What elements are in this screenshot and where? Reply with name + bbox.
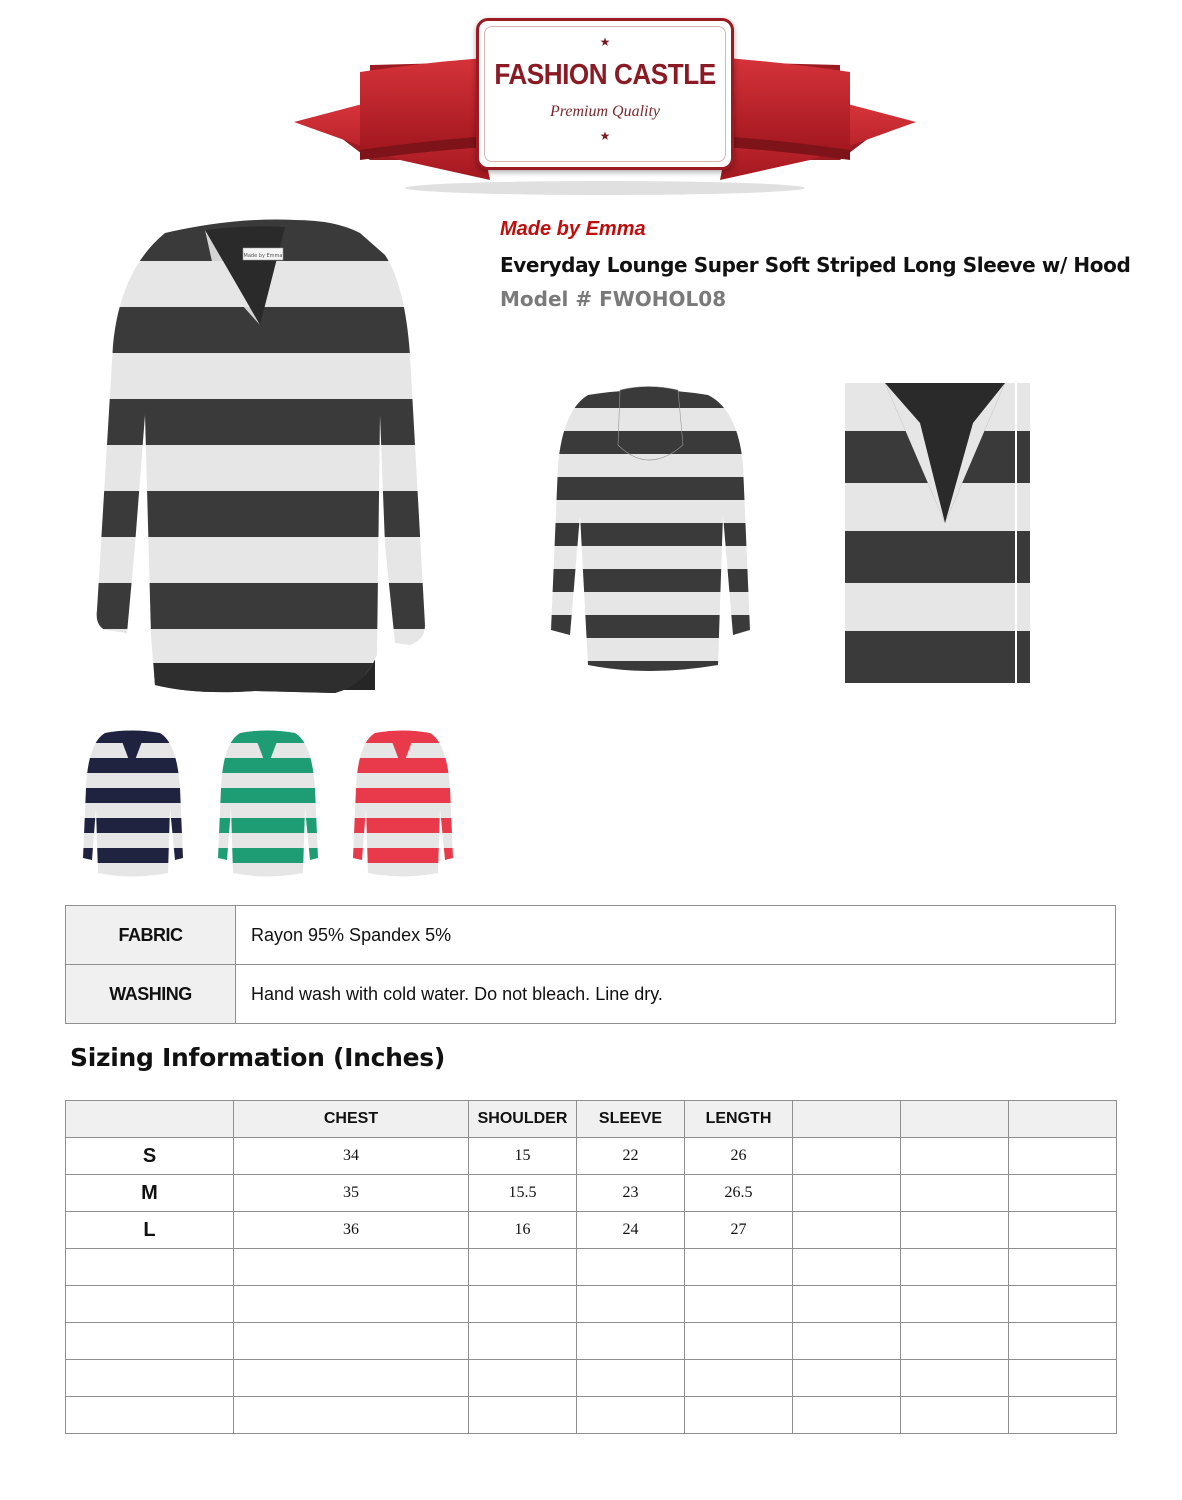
label-tag: Made by Emma [243,253,283,259]
table-cell [793,1360,901,1397]
table-row [66,1249,1117,1286]
logo-title: FASHION CASTLE [494,59,716,91]
size-label [66,1286,234,1323]
table-cell: 26 [685,1138,793,1175]
table-cell [469,1360,577,1397]
table-row [66,1286,1117,1323]
table-cell [1009,1360,1117,1397]
table-cell [685,1323,793,1360]
table-cell [1009,1249,1117,1286]
star-icon: ★ [599,35,611,49]
column-header-sleeve: SLEEVE [577,1101,685,1138]
table-cell [685,1397,793,1434]
table-cell: 22 [577,1138,685,1175]
size-label [66,1397,234,1434]
table-row [66,1360,1117,1397]
table-cell: 16 [469,1212,577,1249]
table-cell [234,1249,469,1286]
brand-name: Made by Emma [500,218,646,240]
brand-logo [290,10,920,200]
table-cell [234,1397,469,1434]
fabric-value: Rayon 95% Spandex 5% [236,906,1116,965]
column-header-chest: CHEST [234,1101,469,1138]
table-row [66,1323,1117,1360]
table-row [66,1175,1117,1212]
table-cell [469,1397,577,1434]
table-cell [469,1249,577,1286]
table-cell: 27 [685,1212,793,1249]
washing-label: WASHING [66,965,236,1024]
table-cell [1009,1175,1117,1212]
color-thumbnail-green[interactable] [215,728,320,878]
column-header [793,1101,901,1138]
model-number: Model # FWOHOL08 [500,287,727,311]
table-cell: 26.5 [685,1175,793,1212]
color-thumbnail-red[interactable] [350,728,455,878]
table-cell [1009,1138,1117,1175]
column-header [66,1101,234,1138]
table-cell [793,1175,901,1212]
table-row [66,1397,1117,1434]
table-cell [901,1397,1009,1434]
size-label [66,1323,234,1360]
table-cell: 15 [469,1138,577,1175]
table-cell [577,1323,685,1360]
table-cell [793,1286,901,1323]
table-cell [234,1323,469,1360]
table-cell [234,1286,469,1323]
column-header [901,1101,1009,1138]
size-label: M [66,1175,234,1212]
table-cell [793,1212,901,1249]
table-cell [901,1360,1009,1397]
table-cell [901,1212,1009,1249]
table-cell [901,1249,1009,1286]
table-cell [1009,1212,1117,1249]
care-row-fabric [66,906,1116,965]
table-cell: 36 [234,1212,469,1249]
table-cell [793,1249,901,1286]
table-cell [793,1397,901,1434]
table-cell: 34 [234,1138,469,1175]
table-cell [577,1397,685,1434]
table-cell: 23 [577,1175,685,1212]
table-cell [1009,1286,1117,1323]
product-title: Everyday Lounge Super Soft Striped Long Sleeve w/ Hood [500,253,1131,277]
table-cell [901,1323,1009,1360]
table-cell [577,1286,685,1323]
care-table [65,905,1116,1024]
washing-value: Hand wash with cold water. Do not bleach. Line dry. [236,965,1116,1024]
table-cell [1009,1323,1117,1360]
table-row [66,1212,1117,1249]
logo-card [476,18,734,170]
table-cell [469,1286,577,1323]
logo-subtitle: Premium Quality [549,103,661,120]
table-cell [685,1249,793,1286]
fabric-label: FABRIC [66,906,236,965]
sizing-table [65,1100,1117,1434]
size-label [66,1249,234,1286]
table-cell [1009,1397,1117,1434]
table-cell: 15.5 [469,1175,577,1212]
table-cell: 24 [577,1212,685,1249]
table-cell [901,1286,1009,1323]
care-row-washing [66,965,1116,1024]
table-cell [469,1323,577,1360]
table-cell [577,1360,685,1397]
color-thumbnail-navy[interactable] [80,728,185,878]
size-label [66,1360,234,1397]
size-label: S [66,1138,234,1175]
table-cell [685,1360,793,1397]
table-cell [685,1286,793,1323]
main-product-image [95,215,430,700]
back-view-image [548,385,753,675]
detail-view-image [845,383,1060,683]
sizing-header-row [66,1101,1117,1138]
table-cell: 35 [234,1175,469,1212]
table-row [66,1138,1117,1175]
column-header-shoulder: SHOULDER [469,1101,577,1138]
sizing-heading: Sizing Information (Inches) [70,1043,445,1072]
table-cell [234,1360,469,1397]
table-cell [901,1138,1009,1175]
table-cell [577,1249,685,1286]
column-header-length: LENGTH [685,1101,793,1138]
column-header [1009,1101,1117,1138]
table-cell [901,1175,1009,1212]
table-cell [793,1323,901,1360]
table-cell [793,1138,901,1175]
star-icon: ★ [599,129,611,143]
size-label: L [66,1212,234,1249]
